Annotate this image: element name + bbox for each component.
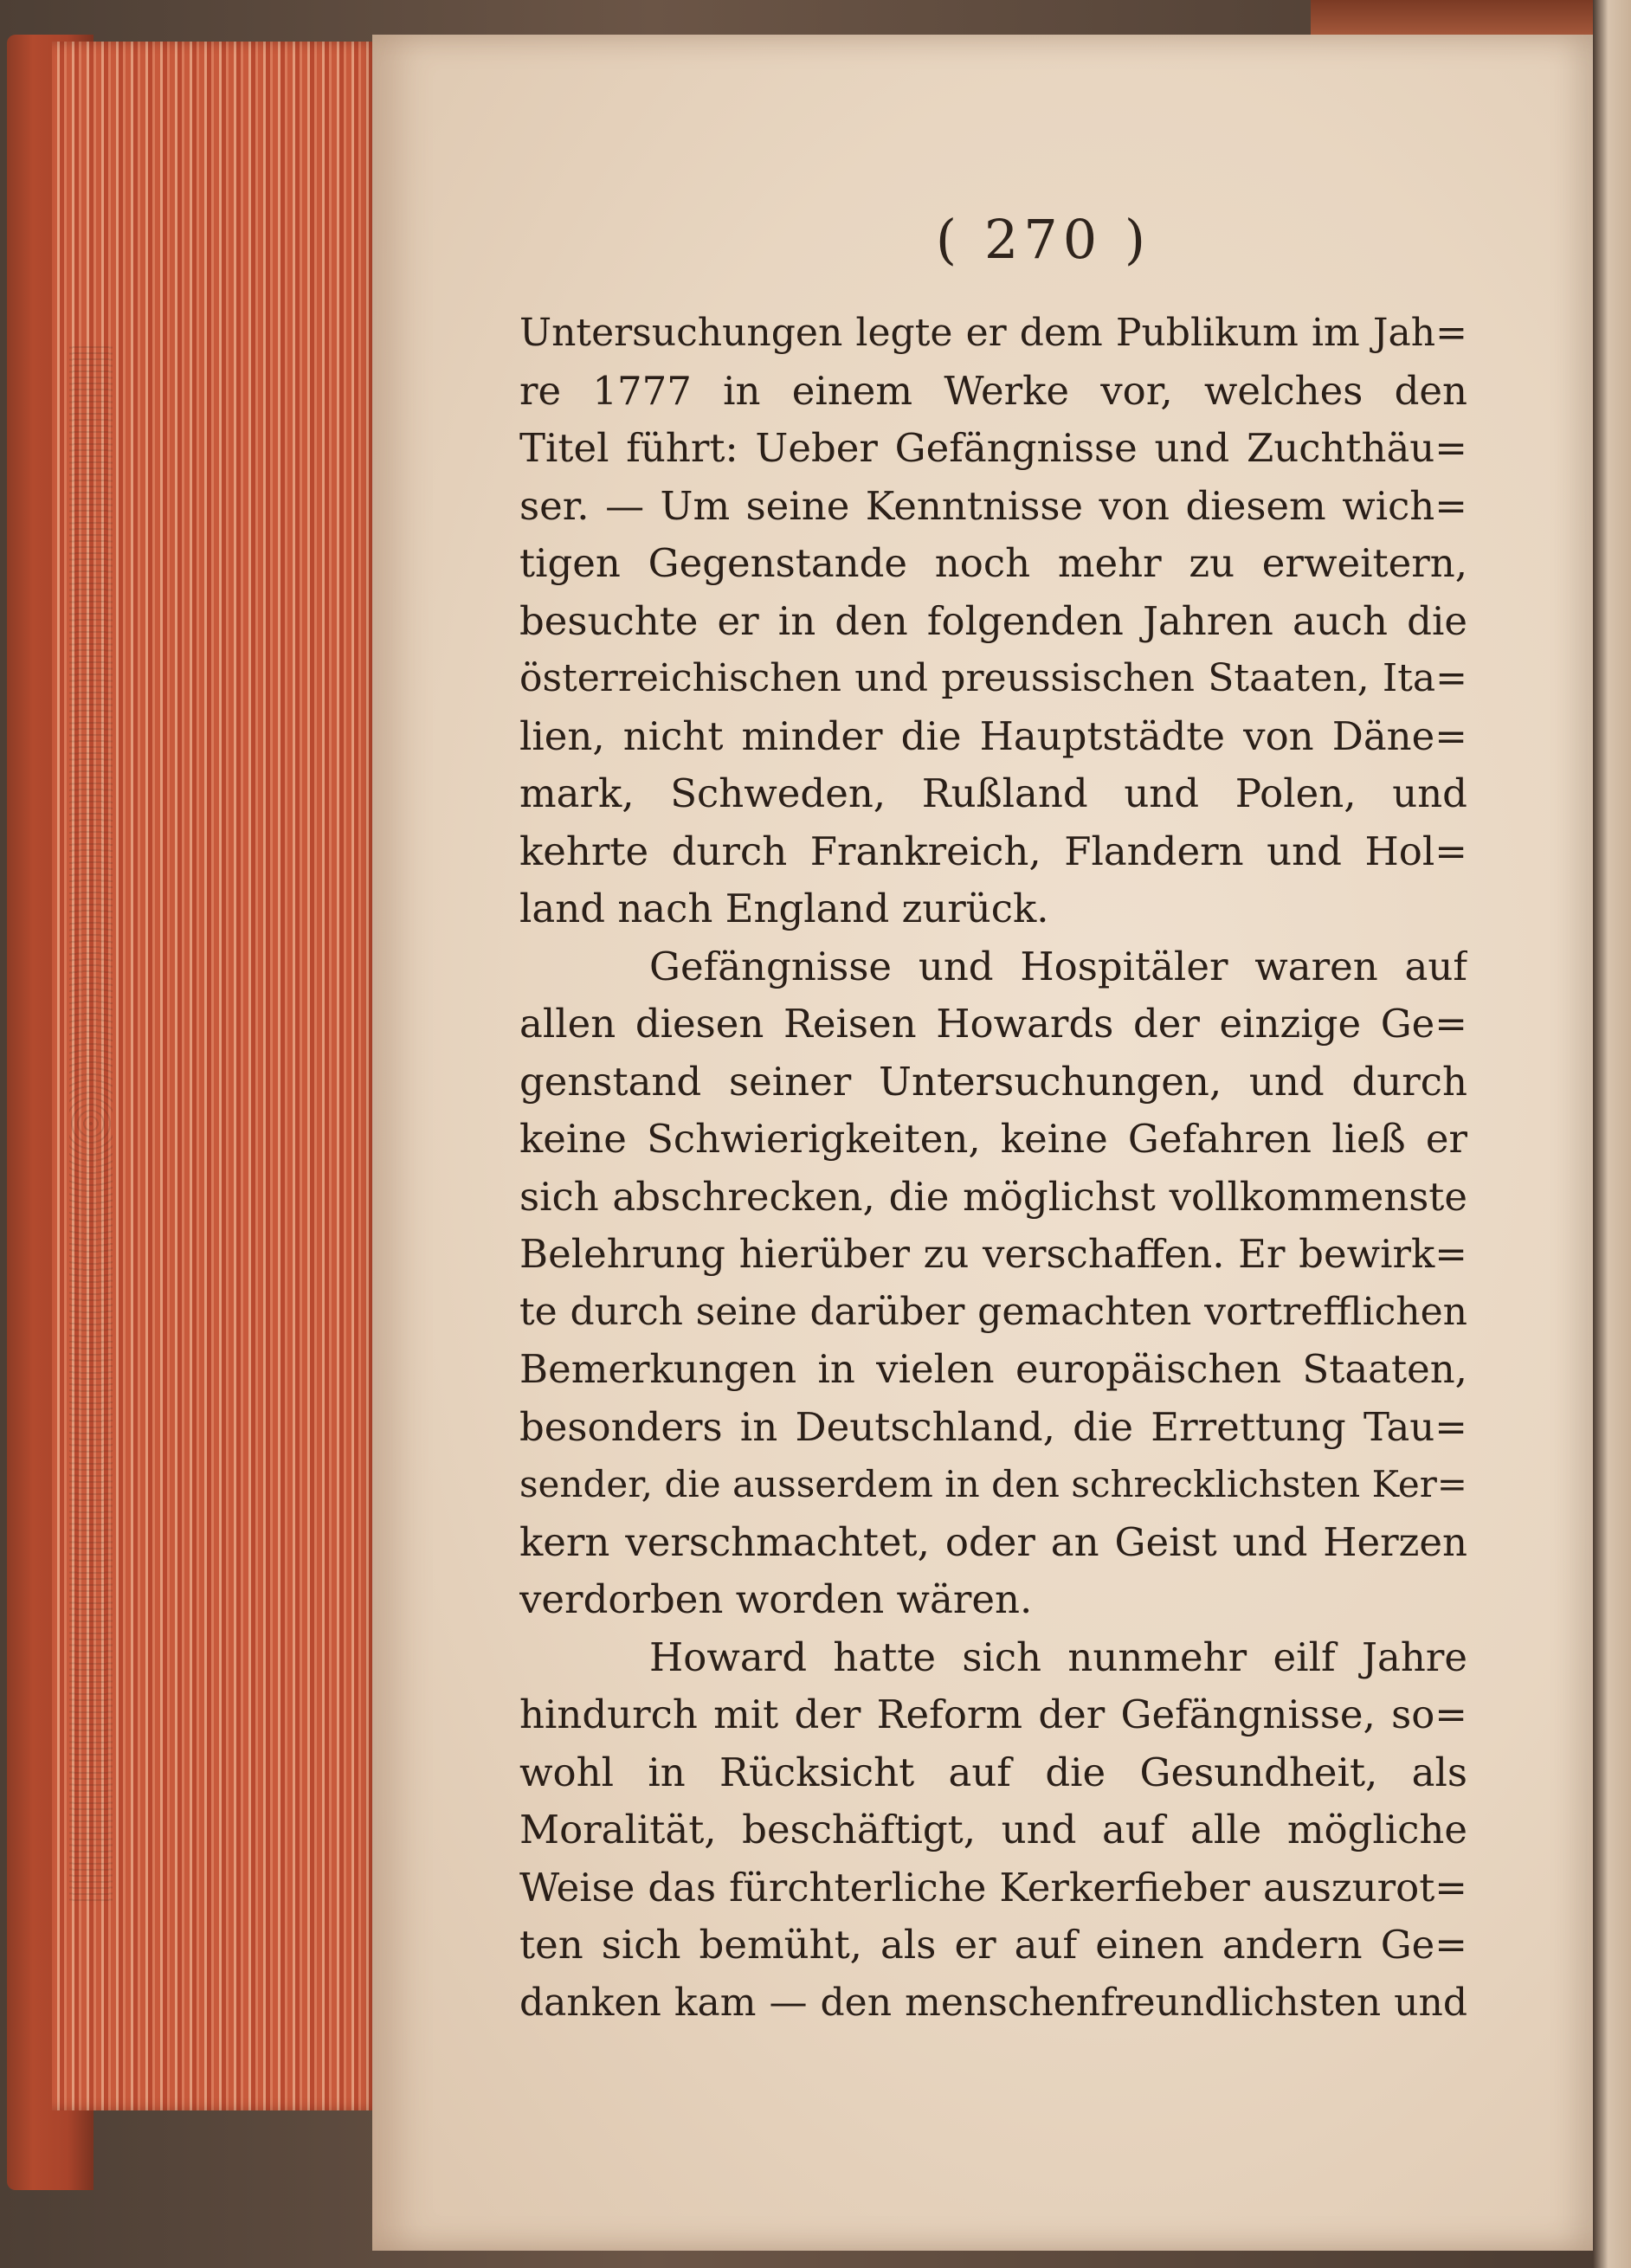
text-line: Weise das fürchterliche Kerkerfieber auszurot= bbox=[519, 1864, 1467, 1910]
text-line: besuchte er in den folgenden Jahren auch die bbox=[519, 597, 1467, 644]
text-line: Titel führt: Ueber Gefängnisse und Zuchthäu= bbox=[519, 425, 1467, 471]
text-line: danken kam — den menschenfreundlichsten und bbox=[519, 1980, 1467, 2025]
text-line: mark, Schweden, Rußland und Polen, und bbox=[519, 770, 1467, 816]
text-line: Bemerkungen in vielen europäischen Staaten, bbox=[519, 1346, 1467, 1392]
text-line: ten sich bemüht, als er auf einen andern Ge= bbox=[519, 1922, 1467, 1968]
text-line: tigen Gegenstande noch mehr zu erweitern, bbox=[519, 540, 1467, 586]
text-line: österreichischen und preussischen Staaten, Ita= bbox=[519, 656, 1467, 700]
text-line: lien, nicht minder die Hauptstädte von Däne= bbox=[519, 712, 1467, 759]
text-line: te durch seine darüber gemachten vortrefflichen bbox=[519, 1289, 1467, 1334]
text-line: kehrte durch Frankreich, Flandern und Hol= bbox=[519, 828, 1467, 874]
speckle-texture bbox=[69, 345, 113, 1903]
text-line: land nach England zurück. bbox=[519, 886, 1049, 931]
page-edges bbox=[52, 42, 381, 2110]
text-line: sich abschrecken, die möglichst vollkommenste bbox=[519, 1173, 1467, 1220]
text-line: kern verschmachtet, oder an Geist und Herzen bbox=[519, 1518, 1467, 1565]
text-line: genstand seiner Untersuchungen, und durch bbox=[519, 1058, 1467, 1105]
text-line: Moralität, beschäftigt, und auf alle mögliche bbox=[519, 1807, 1467, 1852]
text-line: besonders in Deutschland, die Errettung Tau= bbox=[519, 1403, 1467, 1450]
text-line: Gefängnisse und Hospitäler waren auf bbox=[649, 943, 1467, 989]
text-line: allen diesen Reisen Howards der einzige Ge= bbox=[519, 1001, 1467, 1047]
text-line: ser. — Um seine Kenntnisse von diesem wich= bbox=[519, 482, 1467, 529]
page-number: ( 270 ) bbox=[935, 208, 1151, 271]
text-line: wohl in Rücksicht auf die Gesundheit, als bbox=[519, 1749, 1467, 1795]
text-line: Howard hatte sich nunmehr eilf Jahre bbox=[649, 1633, 1467, 1680]
cover-top-edge bbox=[1311, 0, 1631, 35]
text-line: re 1777 in einem Werke vor, welches den bbox=[519, 367, 1467, 414]
page-gutter bbox=[1593, 0, 1631, 2268]
text-line: verdorben worden wären. bbox=[519, 1576, 1033, 1622]
text-line: Untersuchungen legte er dem Publikum im Jah= bbox=[519, 311, 1467, 355]
text-line: sender, die ausserdem in den schrecklichsten Ker= bbox=[519, 1463, 1467, 1505]
text-line: keine Schwierigkeiten, keine Gefahren ließ er bbox=[519, 1116, 1467, 1162]
text-line: hindurch mit der Reform der Gefängnisse, so= bbox=[519, 1691, 1467, 1737]
body-text bbox=[519, 305, 1467, 2032]
text-line: Belehrung hierüber zu verschaffen. Er bewirk= bbox=[519, 1231, 1467, 1277]
